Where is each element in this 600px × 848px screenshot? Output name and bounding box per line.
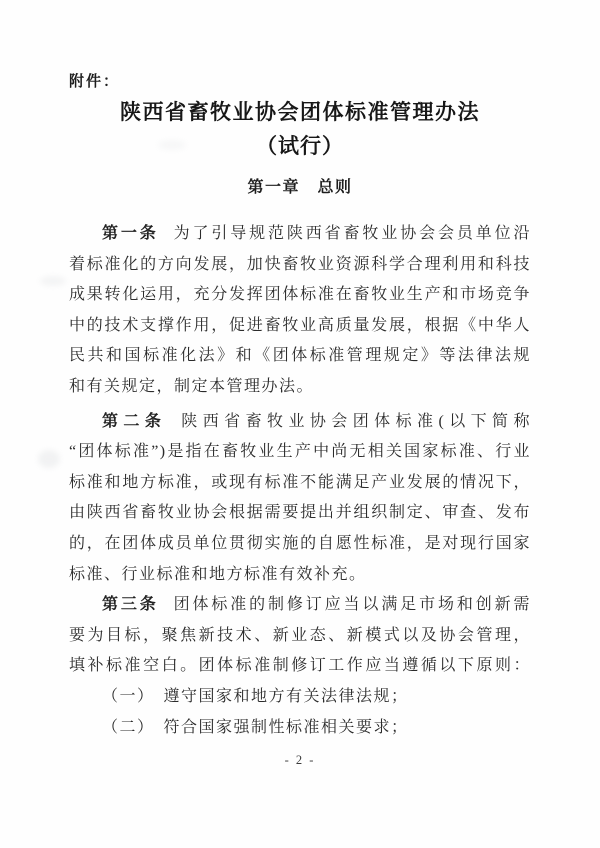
text-line	[69, 590, 531, 621]
document-subtitle: （试行）	[256, 135, 344, 158]
page-number: - 2 -	[284, 753, 316, 767]
attachment-label: 附件：	[69, 73, 121, 90]
scan-smudge	[40, 276, 66, 286]
principle-1-label: （一）	[102, 687, 155, 705]
text-line: 要为目标，聚焦新技术、新业态、新模式以及协会管理，	[69, 626, 531, 644]
principle-item-2	[69, 713, 531, 744]
article-2-first-line: 陕西省畜牧业协会团体标准(以下简称	[181, 412, 531, 430]
text-line: 的，在团体成员单位贯彻实施的自愿性标准，是对现行国家	[69, 534, 531, 552]
article-3-label: 第三条	[102, 596, 159, 614]
article-1-label: 第一条	[102, 225, 159, 242]
principle-1-text: 遵守国家和地方有关法律法规；	[163, 687, 409, 705]
principle-item-1	[69, 682, 531, 713]
text-line: 民共和国标准化法》和《团体标准管理规定》等法律法规	[69, 347, 531, 365]
article-3	[69, 590, 531, 682]
document-title: 陕西省畜牧业协会团体标准管理办法	[120, 101, 480, 124]
text-line: 中的技术支撑作用，促进畜牧业高质量发展，根据《中华人	[69, 316, 531, 334]
text-line: 标准和地方标准，或现有标准不能满足产业发展的情况下，	[69, 473, 531, 491]
article-1	[69, 219, 531, 403]
principle-2-text: 符合国家强制性标准相关要求；	[163, 718, 409, 736]
text-line: 由陕西省畜牧业协会根据需要提出并组织制定、审查、发布	[69, 504, 531, 522]
text-line	[69, 407, 531, 438]
principle-2-label: （二）	[102, 718, 155, 736]
article-3-first-line: 团体标准的制修订应当以满足市场和创新需	[173, 596, 531, 614]
article-1-first-line: 为了引导规范陕西省畜牧业协会会员单位沿	[173, 225, 531, 242]
scan-smudge	[38, 450, 60, 468]
text-line: 和有关规定，制定本管理办法。	[69, 377, 315, 395]
text-line: 成果转化运用，充分发挥团体标准在畜牧业生产和市场竞争	[69, 286, 531, 304]
chapter-heading: 第一章 总则	[247, 179, 353, 196]
article-2	[69, 407, 531, 591]
text-line: 标准、行业标准和地方标准有效补充。	[69, 565, 367, 583]
document-body	[69, 219, 531, 743]
text-line: 填补标准空白。团体标准制修订工作应当遵循以下原则：	[69, 657, 531, 675]
text-line: 着标准化的方向发展，加快畜牧业资源科学合理利用和科技	[69, 255, 531, 273]
text-line: “团体标准”)是指在畜牧业生产中尚无相关国家标准、行业	[69, 443, 531, 461]
text-line	[69, 219, 531, 250]
article-2-label: 第二条	[102, 412, 167, 430]
